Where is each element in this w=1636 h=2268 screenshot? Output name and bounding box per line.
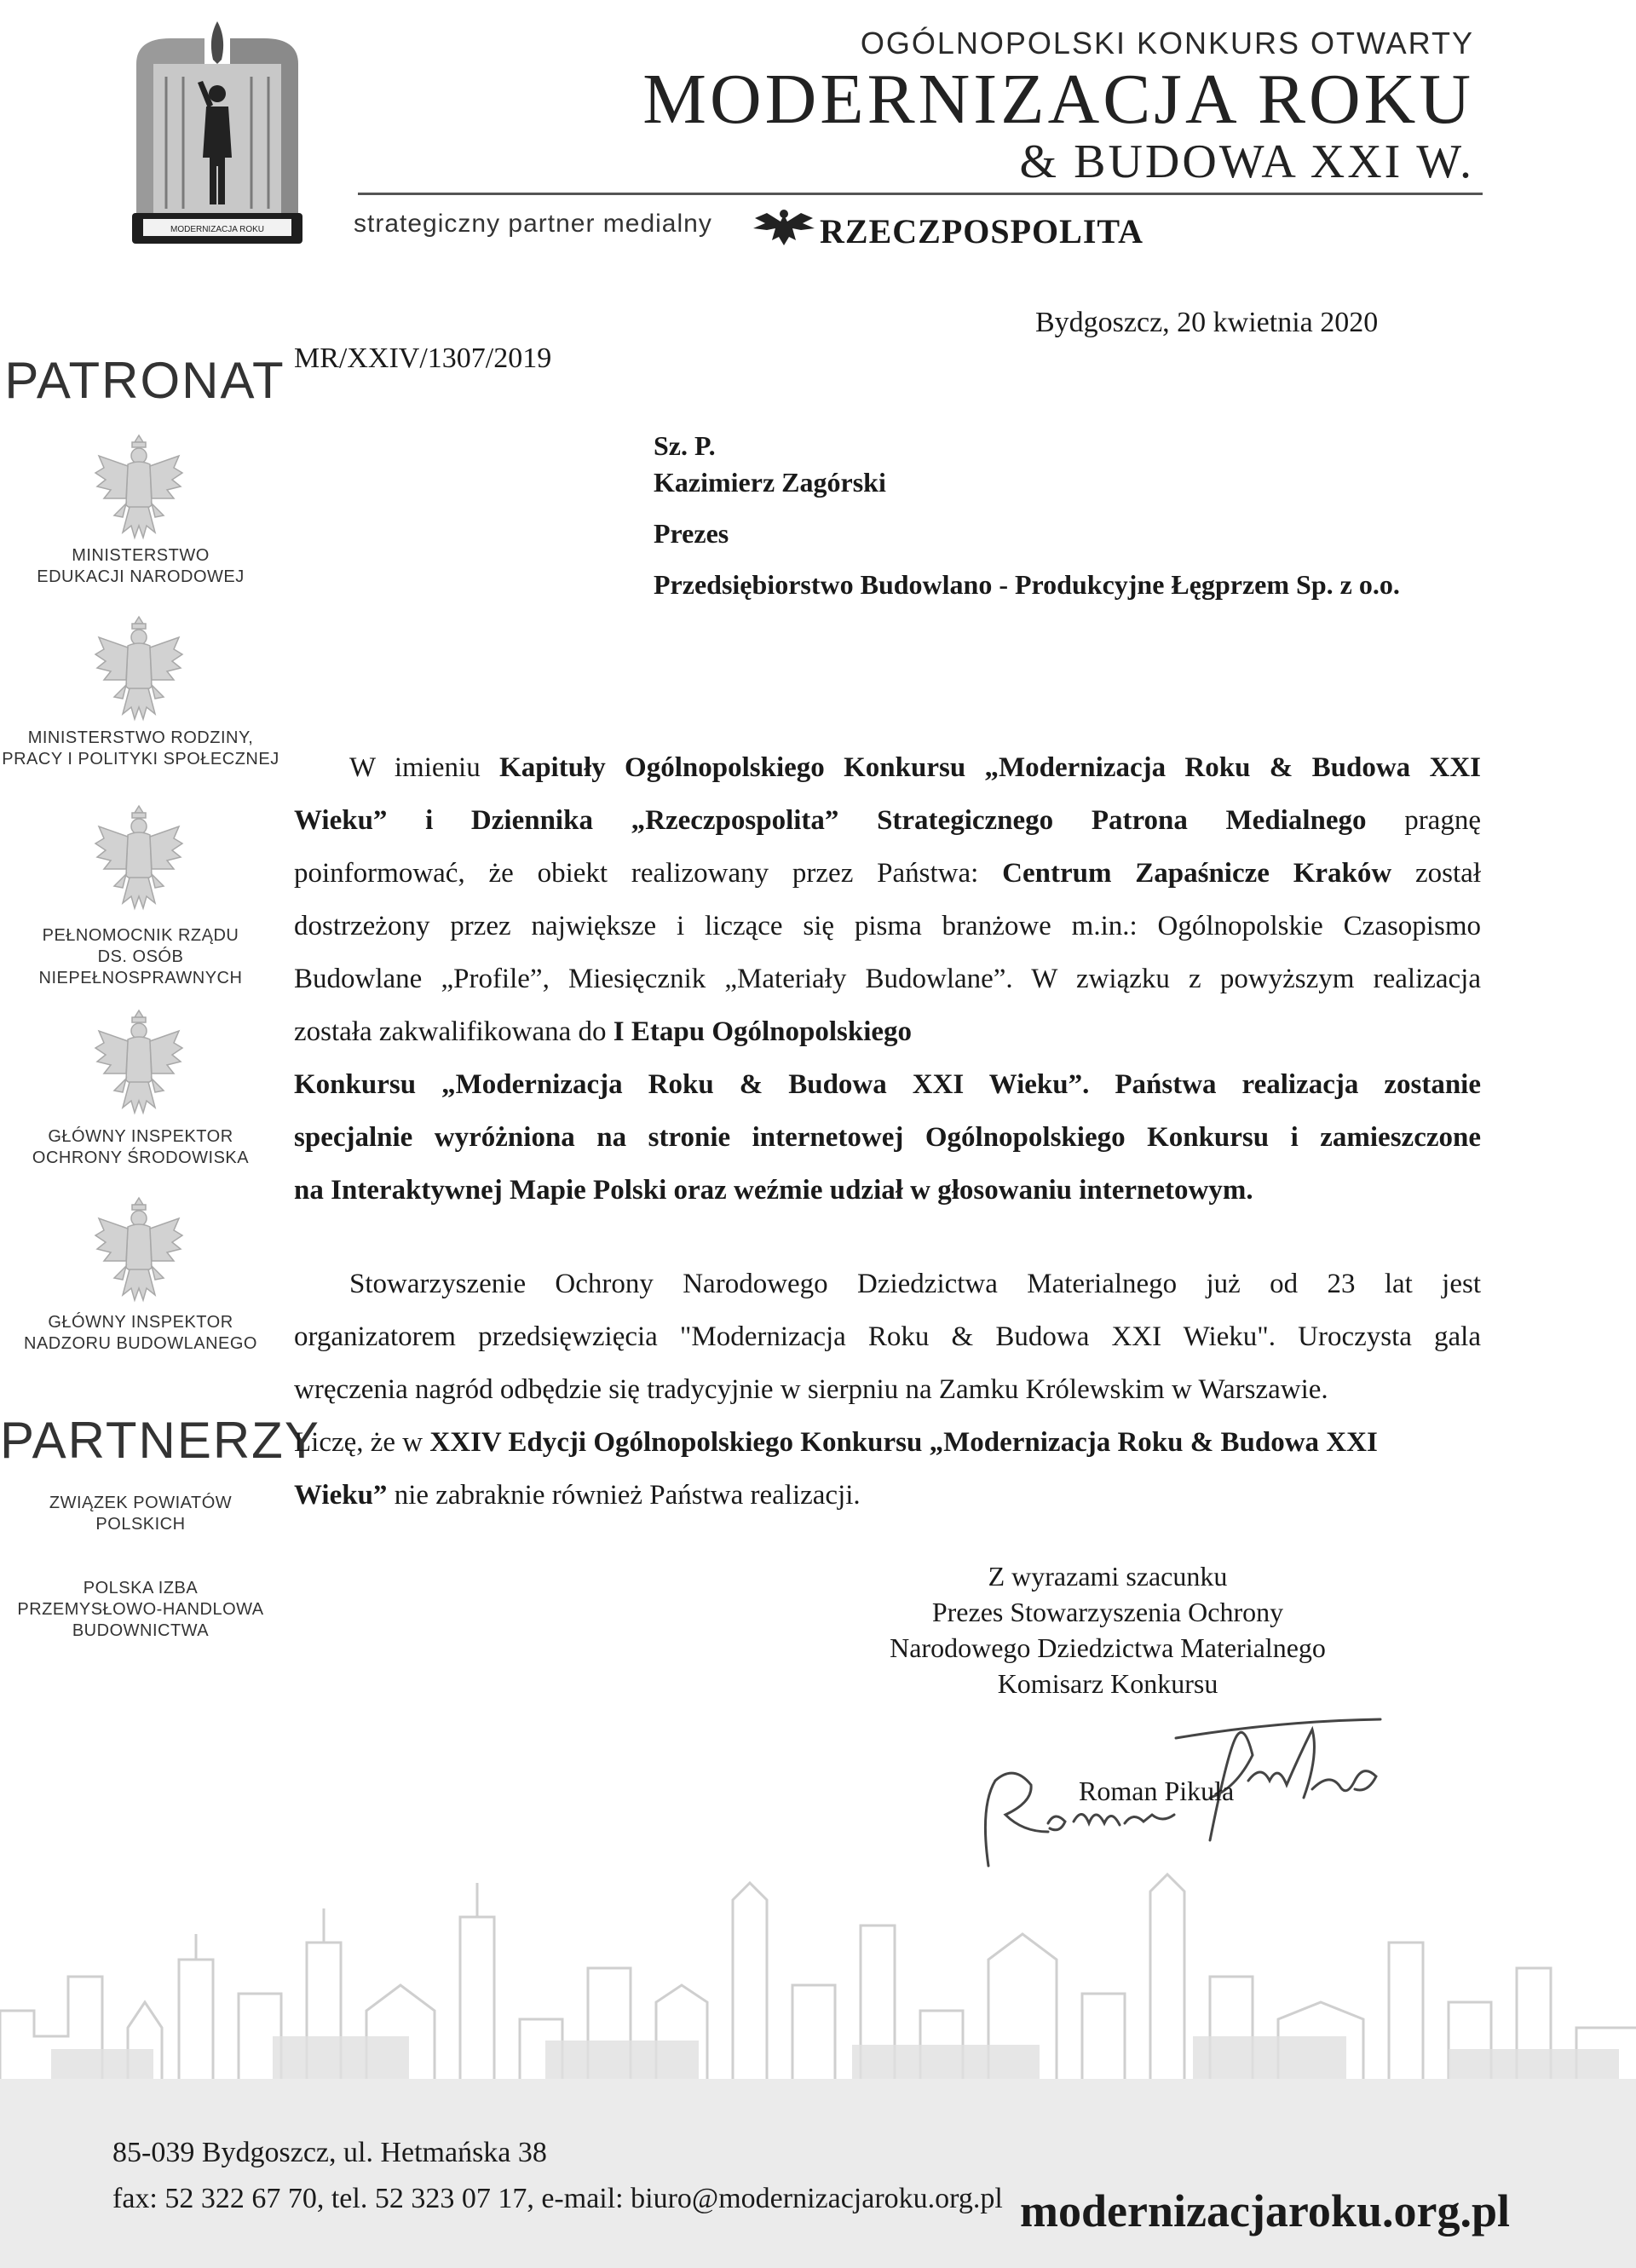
p1-line-9: na Interaktywnej Mapie Polski oraz weźmie udział w głosowaniu internetowym. (294, 1175, 1253, 1206)
polish-eagle-icon (92, 1005, 186, 1125)
contest-name-subheading: & BUDOWA XXI W. (1019, 135, 1474, 188)
p1-line-7: Konkursu „Modernizacja Roku & Budowa XXI Wieku”. Państwa realizacja zostanie (294, 1069, 1481, 1100)
media-partner-label: strategiczny partner medialny (354, 210, 712, 238)
closing-title-1: Prezes Stowarzyszenia Ochrony (931, 1597, 1284, 1627)
recipient-salutation: Sz. P. (654, 430, 716, 461)
media-partner-name: RZECZPOSPOLITA (820, 212, 1143, 250)
contest-name-heading: MODERNIZACJA ROKU (642, 60, 1474, 139)
reference-number: MR/XXIV/1307/2019 (294, 343, 552, 374)
p2-line-3: wręczenia nagród odbędzie się tradycyjnie w sierpniu na Zamku Królewskim w Warszawie. (294, 1374, 1328, 1405)
trophy-plate-text: MODERNIZACJA ROKU (170, 225, 265, 234)
closing-title-2: Narodowego Dziedzictwa Materialnego (890, 1632, 1326, 1663)
body-paragraph-2 (294, 1258, 1481, 1522)
p2-line-4: Liczę, że w XXIV Edycji Ogólnopolskiego Konkursu „Modernizacja Roku & Budowa XXI (294, 1427, 1378, 1458)
p2-line-5: Wieku” nie zabraknie również Państwa realizacji. (294, 1480, 861, 1511)
patron-ginb-label: GŁÓWNY INSPEKTOR NADZORU BUDOWLANEGO (24, 1313, 257, 1353)
header-divider (358, 193, 1483, 195)
recipient-company: Przedsiębiorstwo Budowlano - Produkcyjne Łęgprzem Sp. z o.o. (654, 569, 1400, 600)
patron-men-label: MINISTERSTWO EDUKACJI NARODOWEJ (37, 546, 245, 586)
signatory-name: Roman Pikuła (1079, 1776, 1235, 1806)
partnerzy-heading: PARTNERZY (0, 1412, 320, 1469)
body-paragraph-1 (294, 741, 1481, 1217)
footer-contact: fax: 52 322 67 70, tel. 52 323 07 17, e-mail: biuro@modernizacjaroku.org.pl (112, 2183, 1003, 2214)
closing-title-3: Komisarz Konkursu (997, 1668, 1218, 1699)
p1-line-3: poinformować, że obiekt realizowany przez Państwa: Centrum Zapaśnicze Kraków został (294, 858, 1481, 889)
partner-zpp-label: ZWIĄZEK POWIATÓW POLSKICH (49, 1494, 233, 1534)
p1-line-6: została zakwalifikowana do I Etapu Ogólnopolskiego (294, 1016, 913, 1047)
footer-address: 85-039 Bydgoszcz, ul. Hetmańska 38 (112, 2137, 547, 2168)
place-and-date: Bydgoszcz, 20 kwietnia 2020 (1035, 307, 1379, 338)
p1-line-8: specjalnie wyróżniona na stronie internetowej Ogólnopolskiego Konkursu i zamieszczone (294, 1122, 1481, 1153)
patron-gios-label: GŁÓWNY INSPEKTOR OCHRONY ŚRODOWISKA (32, 1127, 250, 1167)
closing-regards: Z wyrazami szacunku (988, 1561, 1228, 1592)
rzeczpospolita-eagle-icon (750, 206, 818, 250)
p1-line-2: Wieku” i Dziennika „Rzeczpospolita” Strategicznego Patrona Medialnego pragnę (294, 805, 1481, 836)
patron-mrpips-label: MINISTERSTWO RODZINY, PRACY I POLITYKI SPOŁECZNEJ (2, 728, 279, 768)
recipient-name: Kazimierz Zagórski (654, 467, 886, 498)
recipient-position: Prezes (654, 518, 729, 549)
polish-eagle-icon (92, 1193, 186, 1312)
partner-piphb-label: POLSKA IZBA PRZEMYSŁOWO-HANDLOWA BUDOWNICTWA (17, 1579, 264, 1640)
p1-line-4: dostrzeżony przez największe i liczące się pisma branżowe m.in.: Ogólnopolskie Czasopismo (294, 911, 1481, 941)
contest-type-heading: OGÓLNOPOLSKI KONKURS OTWARTY (860, 26, 1474, 60)
p1-line-1: W imieniu Kapituły Ogólnopolskiego Konkursu „Modernizacja Roku & Budowa XXI (349, 752, 1481, 783)
polish-eagle-icon (92, 430, 186, 550)
p2-line-1: Stowarzyszenie Ochrony Narodowego Dziedzictwa Materialnego już od 23 lat jest (349, 1269, 1481, 1299)
polish-eagle-icon (92, 801, 186, 920)
patron-pelnomocnik-label: PEŁNOMOCNIK RZĄDU DS. OSÓB NIEPEŁNOSPRAWNYCH (38, 926, 243, 987)
p2-line-2: organizatorem przedsięwzięcia "Modernizacja Roku & Budowa XXI Wieku". Uroczysta gala (294, 1321, 1481, 1352)
footer-website: modernizacjaroku.org.pl (1020, 2185, 1510, 2236)
patronat-heading: PATRONAT (4, 352, 285, 409)
p1-line-5: Budowlane „Profile”, Miesięcznik „Materiały Budowlane”. W związku z powyższym realizacja (294, 964, 1481, 994)
polish-eagle-icon (92, 612, 186, 731)
contest-trophy-logo (119, 13, 315, 253)
